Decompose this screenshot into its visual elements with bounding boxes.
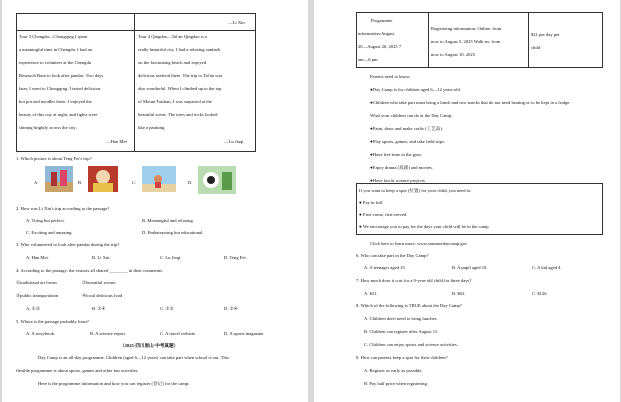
tour3-line: Research Base to look after pandas. Two days bbox=[19, 73, 104, 78]
tour3-line: shining brightly across the city. bbox=[19, 125, 77, 130]
q3-option-c[interactable]: C. Lu Jiaqi. bbox=[160, 255, 182, 260]
tour4-line: on the fascinating beach and enjoyed bbox=[138, 60, 206, 65]
tour3-line: later, I went to Chongqing. I tasted delicious bbox=[19, 86, 101, 91]
q7-option-a[interactable]: A. $21. bbox=[364, 291, 378, 296]
table-cell-price: child bbox=[531, 45, 541, 50]
q1-label-b[interactable]: B. bbox=[78, 180, 83, 185]
q3-option-a[interactable]: A. Han Mei. bbox=[26, 255, 49, 260]
q4-option-b[interactable]: B. ①④ bbox=[92, 306, 106, 311]
q4-option-a[interactable]: A. ①③ bbox=[26, 306, 40, 311]
passage-paragraph: Day Camp is an all-day programme. Children (aged 6—12 years) can take part when school is out. This bbox=[38, 355, 229, 360]
table-cell-price: $21 per day per bbox=[531, 32, 560, 37]
tour4-line: beautiful scene. The trees and rocks looked bbox=[138, 112, 218, 117]
q9-option-a[interactable]: A. Register as early as possible. bbox=[364, 368, 423, 373]
q2-stem: 2. How was Li Xin's trip according to the passage? bbox=[16, 206, 110, 211]
notes-title: Parents need to know: bbox=[370, 74, 411, 79]
q2-option-c[interactable]: C. Exciting and amazing. bbox=[26, 230, 73, 235]
q7-stem: 7. How much does it cost for a 9-year-old child for three days? bbox=[356, 278, 472, 283]
note-item: ●Children who take part must bring a lunch and two snacks that do not need heating or to be kept in a fridge. bbox=[370, 100, 571, 105]
q9-stem: 9. How can parents keep a spot for their children? bbox=[356, 355, 448, 360]
q1-label-a[interactable]: A. bbox=[34, 180, 39, 185]
learn-more-link[interactable]: Click here to learn more: www.summerdaycamp.gov bbox=[370, 241, 468, 246]
picture-b-image[interactable] bbox=[88, 166, 118, 192]
q5-option-d[interactable]: D. A sports magazine. bbox=[224, 331, 265, 336]
table-cell-programme: am—6 pm bbox=[358, 57, 378, 62]
q8-option-c[interactable]: C. Children can enjoy sports and science activities. bbox=[364, 342, 458, 347]
q4-stem: 4. According to the passage, the visitors all shared ________ in their comments. bbox=[16, 268, 164, 273]
q3-option-d[interactable]: D. Teng Fei. bbox=[224, 255, 247, 260]
note-item: ●Day Camp is for children aged 6—12 years old. bbox=[370, 87, 461, 92]
q8-option-b[interactable]: B. Children can register after August 11. bbox=[364, 329, 439, 334]
q8-stem: 8. Which of the following is TRUE about the Day Camp? bbox=[356, 303, 462, 308]
spot-line: ● We encourage you to pay for the days your child will be in the camp. bbox=[359, 224, 490, 229]
q4-item: ④local delicious food bbox=[82, 293, 123, 298]
table-cell-programme: 20—August 26, 2025 7 bbox=[358, 44, 402, 49]
right-page bbox=[314, 0, 620, 402]
q5-option-b[interactable]: B. A science report. bbox=[90, 331, 127, 336]
q3-option-b[interactable]: B. Li Xin. bbox=[92, 255, 111, 260]
q5-option-a[interactable]: A. A storybook. bbox=[26, 331, 56, 336]
picture-a-image[interactable] bbox=[45, 166, 73, 192]
note-item: ●Enjoy drama (戏剧) and movies. bbox=[370, 165, 434, 170]
note-item: ●Have free time in the gym. bbox=[370, 152, 423, 157]
tour3-line: Tour 3 Chengdu—Chongqing I spent bbox=[19, 34, 88, 39]
q4-item: ②beautiful scenes bbox=[82, 280, 116, 285]
tour3-line: experience to volunteer at the Chengdu bbox=[19, 60, 92, 65]
q5-option-c[interactable]: C. A travel website. bbox=[160, 331, 197, 336]
passage-paragraph: flexible programme is about sports, games and other fun activities. bbox=[16, 368, 139, 373]
q4-option-d[interactable]: D. ②④ bbox=[224, 306, 238, 311]
han-mei-signature: —Han Mei bbox=[106, 139, 127, 144]
spot-line: ● First-come, first-served. bbox=[359, 212, 408, 217]
table-cell-programme: information:August bbox=[358, 31, 395, 36]
q3-stem: 3. Who volunteered to look after pandas during the trip? bbox=[16, 242, 120, 247]
q2-option-d[interactable]: D. Embarrassing but educational. bbox=[142, 230, 204, 235]
tour3-line: a meaningful time in Chengdu. I had an bbox=[19, 47, 92, 52]
spot-line: ● Pay in full. bbox=[359, 200, 384, 205]
table-cell-register: now to August 5, 2025 Walk-ns: from bbox=[431, 39, 501, 44]
tour4-line: delicious seafood there. The trip to Tai'an was bbox=[138, 73, 223, 78]
q7-option-b[interactable]: B. $63. bbox=[452, 291, 466, 296]
tour4-line: of Mount Taishan, I was surprised at the bbox=[138, 99, 212, 104]
q7-option-c[interactable]: C. $126. bbox=[532, 291, 548, 296]
note-item: What your children can do at the Day Camp: bbox=[370, 113, 453, 118]
picture-c-image[interactable] bbox=[142, 166, 176, 192]
q5-stem: 5. Where is the passage probably from? bbox=[16, 319, 89, 324]
table-cell-programme: Programme bbox=[371, 18, 393, 23]
q4-item: ①traditional art forms bbox=[16, 280, 57, 285]
q6-option-c[interactable]: C. A kid aged 4. bbox=[532, 265, 562, 270]
note-item: ●Have fun in science projects. bbox=[370, 178, 426, 183]
tour4-line: Tour 4 Qingdao—Tai'an Qingdao is a bbox=[138, 34, 207, 39]
q1-label-c[interactable]: C. bbox=[132, 180, 137, 185]
q6-stem: 6. Who can take part in the Day Camp? bbox=[356, 253, 429, 258]
lu-jiaqi-signature: —Lu Jiaqi bbox=[224, 139, 244, 144]
picture-d-image[interactable] bbox=[198, 166, 236, 194]
passage-paragraph: Here is the programme information and how you can register (登记) for the camp: bbox=[38, 381, 190, 386]
q9-option-b[interactable]: B. Pay half price when registering. bbox=[364, 381, 428, 386]
q4-item: ③public transportation bbox=[16, 293, 59, 298]
table-cell-register: now to August 10, 2025 bbox=[431, 52, 476, 57]
q6-option-b[interactable]: B. A pupil aged 10. bbox=[452, 265, 488, 270]
q8-option-a[interactable]: A. Children don't need to bring lunches. bbox=[364, 316, 438, 321]
tour4-line: like a painting. bbox=[138, 125, 166, 130]
tour4-line: really beautiful city. I had a relaxing sunbath bbox=[138, 47, 221, 52]
left-page bbox=[2, 0, 308, 402]
spot-line: If you want to keep a spot (位置) for your child, you need to: bbox=[359, 188, 472, 193]
exam-source-tag: （2025·四川眉山·中考真题） bbox=[120, 343, 179, 348]
q2-option-b[interactable]: B. Meaningful and relaxing. bbox=[142, 218, 194, 223]
table-cell-register: Registering information: Online: from bbox=[431, 26, 502, 31]
q2-option-a[interactable]: A. Tiring but perfect. bbox=[26, 218, 65, 223]
tour3-line: beauty of this city at night, and lights were bbox=[19, 112, 98, 117]
note-item: ●Play sports, games, and take field trips. bbox=[370, 139, 445, 144]
q4-option-c[interactable]: C. ②③ bbox=[160, 306, 174, 311]
q1-stem: 1. Which picture is about Teng Fei's trip? bbox=[16, 156, 92, 161]
q1-label-d[interactable]: D. bbox=[188, 180, 193, 185]
tour3-line: hot pot and noodles there. I enjoyed the bbox=[19, 99, 92, 104]
q6-option-a[interactable]: A. A teenager aged 15. bbox=[364, 265, 406, 270]
note-item: ●Paint, draw and make crafts (工艺品). bbox=[370, 126, 444, 131]
tour4-line: also wonderful. When I climbed up to the top bbox=[138, 86, 222, 91]
li-xin-signature: —Li Xin bbox=[228, 20, 245, 25]
